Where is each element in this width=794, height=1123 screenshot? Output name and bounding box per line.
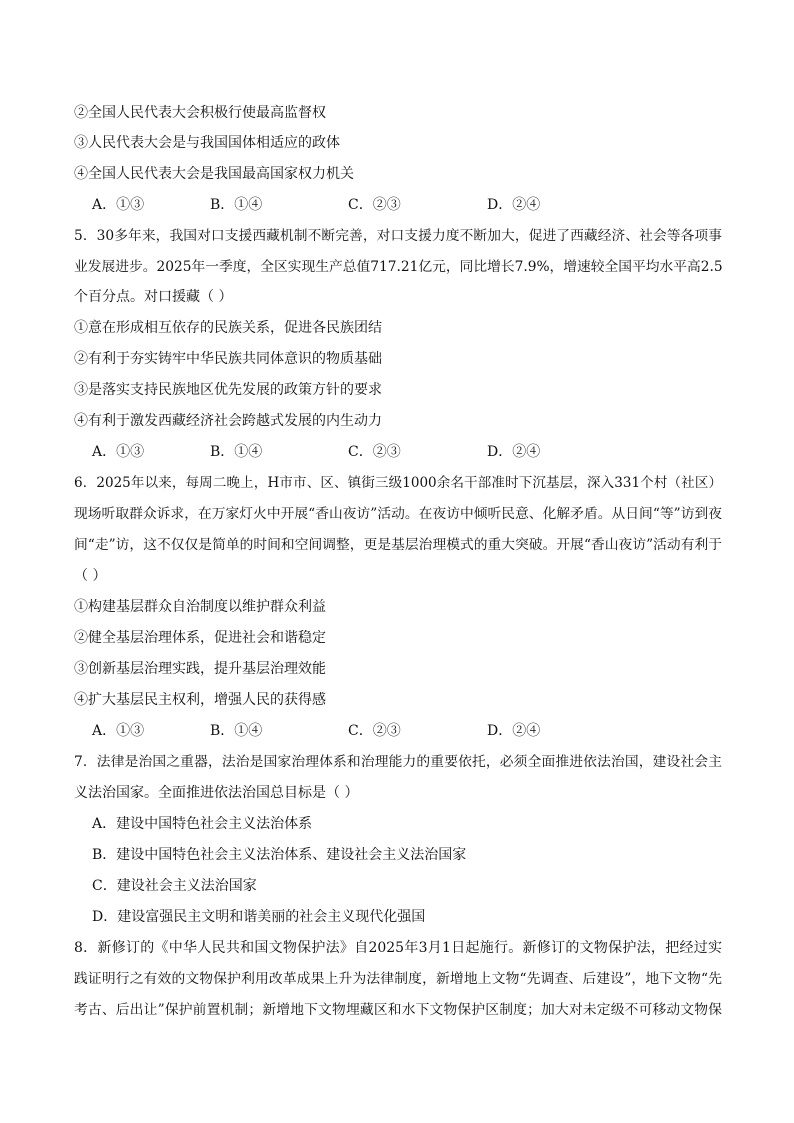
q4-option-a: A．①③ <box>92 197 145 213</box>
q6-option-b: B．①④ <box>210 723 263 739</box>
q4-option-d: D．②④ <box>487 197 541 213</box>
q5-stem-line-3: 个百分点。对口援藏（ ） <box>74 289 233 305</box>
q5-statement-3: ③是落实支持民族地区优先发展的政策方针的要求 <box>74 382 382 398</box>
q7-stem-line-1: 7．法律是治国之重器，法治是国家治理体系和治理能力的重要依托，必须全面推进依法治国，建设社会主 <box>74 754 722 770</box>
q6-option-c: C．②③ <box>348 723 401 739</box>
q6-statement-1: ①构建基层群众自治制度以维护群众利益 <box>74 599 326 615</box>
q6-stem-line-4: （ ） <box>74 568 107 584</box>
q5-option-b: B．①④ <box>210 444 263 460</box>
q5-statement-2: ②有利于夯实铸牢中华民族共同体意识的物质基础 <box>74 351 382 367</box>
q6-options <box>0 721 794 741</box>
q6-statement-4: ④扩大基层民主权利，增强人民的获得感 <box>74 692 326 708</box>
q4-statement-4: ④全国人民代表大会是我国最高国家权力机关 <box>74 166 354 182</box>
q8-stem-line-1: 8．新修订的《中华人民共和国文物保护法》自2025年3月1日起施行。新修订的文物保护法，把经过实 <box>74 940 722 956</box>
q4-option-c: C．②③ <box>348 197 401 213</box>
q4-option-b: B．①④ <box>210 197 263 213</box>
q6-stem-line-2: 现场听取群众诉求，在万家灯火中开展“香山夜访”活动。在夜访中倾听民意、化解矛盾。从日间“等”访到夜 <box>74 506 722 522</box>
q4-options <box>0 195 794 215</box>
q8-stem-line-2: 践证明行之有效的文物保护利用改革成果上升为法律制度，新增地上文物“先调查、后建设”，地下文物“先 <box>74 971 722 987</box>
q5-option-a: A．①③ <box>92 444 145 460</box>
q7-option-c: C．建设社会主义法治国家 <box>92 878 257 894</box>
q5-statement-4: ④有利于激发西藏经济社会跨越式发展的内生动力 <box>74 413 382 429</box>
q7-option-d: D．建设富强民主文明和谐美丽的社会主义现代化强国 <box>92 909 426 925</box>
q5-option-d: D．②④ <box>487 444 541 460</box>
q4-statement-2: ②全国人民代表大会积极行使最高监督权 <box>74 105 326 121</box>
q5-options <box>0 442 794 462</box>
q5-statement-1: ①意在形成相互依存的民族关系，促进各民族团结 <box>74 320 382 336</box>
q5-stem-line-2: 业发展进步。2025年一季度，全区实现生产总值717.21亿元，同比增长7.9%，增速较全国平均水平高2.5 <box>74 259 723 275</box>
q6-option-a: A．①③ <box>92 723 145 739</box>
q7-option-a: A．建设中国特色社会主义法治体系 <box>92 816 313 832</box>
q7-stem-line-2: 义法治国家。全面推进依法治国总目标是（ ） <box>74 785 359 801</box>
q6-statement-2: ②健全基层治理体系，促进社会和谐稳定 <box>74 630 326 646</box>
q5-stem-line-1: 5．30多年来，我国对口支援西藏机制不断完善，对口支援力度不断加大，促进了西藏经济、社会等各项事 <box>74 228 722 244</box>
q4-statement-3: ③人民代表大会是与我国国体相适应的政体 <box>74 135 340 151</box>
q6-statement-3: ③创新基层治理实践，提升基层治理效能 <box>74 661 326 677</box>
q6-stem-line-3: 间“走”访，这不仅仅是简单的时间和空间调整，更是基层治理模式的重大突破。开展“香山夜访”活动有利于 <box>74 537 722 553</box>
q7-option-b: B．建设中国特色社会主义法治体系、建设社会主义法治国家 <box>92 847 467 863</box>
q5-option-c: C．②③ <box>348 444 401 460</box>
q6-option-d: D．②④ <box>487 723 541 739</box>
q8-stem-line-3: 考古、后出让”保护前置机制；新增地下文物埋藏区和水下文物保护区制度；加大对未定级不可移动文物保 <box>74 1002 722 1018</box>
q6-stem-line-1: 6．2025年以来，每周二晚上，H市市、区、镇街三级1000余名干部准时下沉基层，深入331个村（社区） <box>74 475 722 491</box>
